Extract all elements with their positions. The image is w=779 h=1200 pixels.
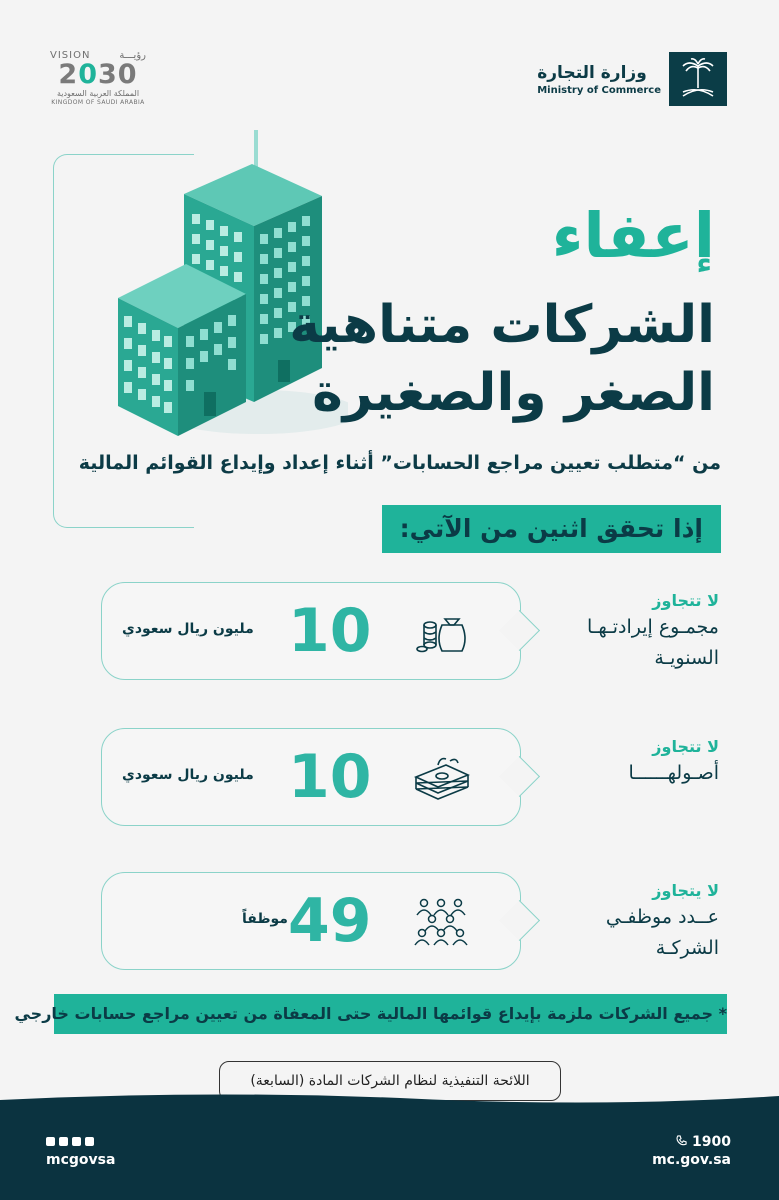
ministry-name-en: Ministry of Commerce bbox=[537, 84, 661, 96]
criteria-card-assets bbox=[101, 728, 521, 826]
social-icons bbox=[46, 1137, 94, 1146]
headline-exemption: إعفاء bbox=[551, 199, 715, 272]
employees-cap: لا يتجاوز bbox=[652, 881, 719, 900]
revenue-line2: السنويـة bbox=[654, 647, 719, 669]
employees-line2: الشركـة bbox=[655, 937, 719, 959]
assets-cap: لا تتجاوز bbox=[652, 737, 719, 756]
assets-unit: مليون ريال سعودي bbox=[122, 767, 254, 783]
employees-line1: عــدد موظفـي bbox=[605, 906, 719, 928]
revenue-line1: مجمـوع إيرادتـهـا bbox=[587, 616, 719, 638]
assets-label bbox=[628, 736, 719, 789]
employees-group-icon bbox=[412, 895, 470, 947]
footer-wave bbox=[0, 1090, 779, 1200]
social-handle[interactable]: mcgovsa bbox=[46, 1152, 116, 1168]
assets-line1: أصـولهــــــا bbox=[628, 762, 719, 784]
revenue-value: 10 bbox=[288, 596, 372, 666]
vision-country-en: KINGDOM OF SAUDI ARABIA bbox=[51, 99, 145, 106]
cash-stack-icon bbox=[412, 751, 470, 803]
facebook-icon[interactable] bbox=[72, 1137, 81, 1146]
vision-label-en: VISION bbox=[50, 50, 91, 61]
palm-swords-emblem-icon bbox=[669, 52, 727, 106]
instagram-icon[interactable] bbox=[46, 1137, 55, 1146]
employees-unit: موظفاً bbox=[242, 911, 288, 927]
website-link[interactable]: mc.gov.sa bbox=[652, 1152, 731, 1168]
ministry-name-ar: وزارة التجارة bbox=[537, 62, 647, 83]
employees-label bbox=[606, 880, 719, 964]
headline-companies: الشركات متناهية bbox=[289, 295, 715, 355]
assets-value: 10 bbox=[288, 742, 372, 812]
employees-value: 49 bbox=[288, 886, 372, 956]
phone-number[interactable]: 1900 bbox=[676, 1134, 731, 1150]
subheadline: من “متطلب تعيين مراجع الحسابات” أثناء إعداد وإيداع القوائم المالية bbox=[78, 452, 721, 474]
x-icon[interactable] bbox=[59, 1137, 68, 1146]
phone-icon bbox=[676, 1134, 687, 1150]
revenue-unit: مليون ريال سعودي bbox=[122, 621, 254, 637]
headline-small: الصغر والصغيرة bbox=[312, 363, 715, 423]
revenue-cap: لا تتجاوز bbox=[652, 591, 719, 610]
vision-country-ar: المملكة العربية السعودية bbox=[56, 89, 140, 98]
revenue-label bbox=[587, 590, 719, 674]
criteria-card-employees bbox=[101, 872, 521, 970]
obligation-note: * جميع الشركات ملزمة بإيداع قوائمها المالية حتى المعفاة من تعيين مراجع حسابات خارجي bbox=[54, 994, 727, 1034]
criteria-card-revenue bbox=[101, 582, 521, 680]
vision-2030-logo bbox=[46, 50, 150, 107]
money-bag-coins-icon bbox=[412, 605, 470, 657]
condition-banner: إذا تحقق اثنين من الآتي: bbox=[382, 505, 721, 553]
regulation-reference: اللائحة التنفيذية لنظام الشركات المادة (السابعة) bbox=[219, 1061, 561, 1101]
youtube-icon[interactable] bbox=[85, 1137, 94, 1146]
ministry-logo bbox=[537, 52, 727, 106]
vision-label-ar: رؤيـــة bbox=[119, 50, 146, 61]
vision-year: 2030 bbox=[58, 59, 138, 90]
